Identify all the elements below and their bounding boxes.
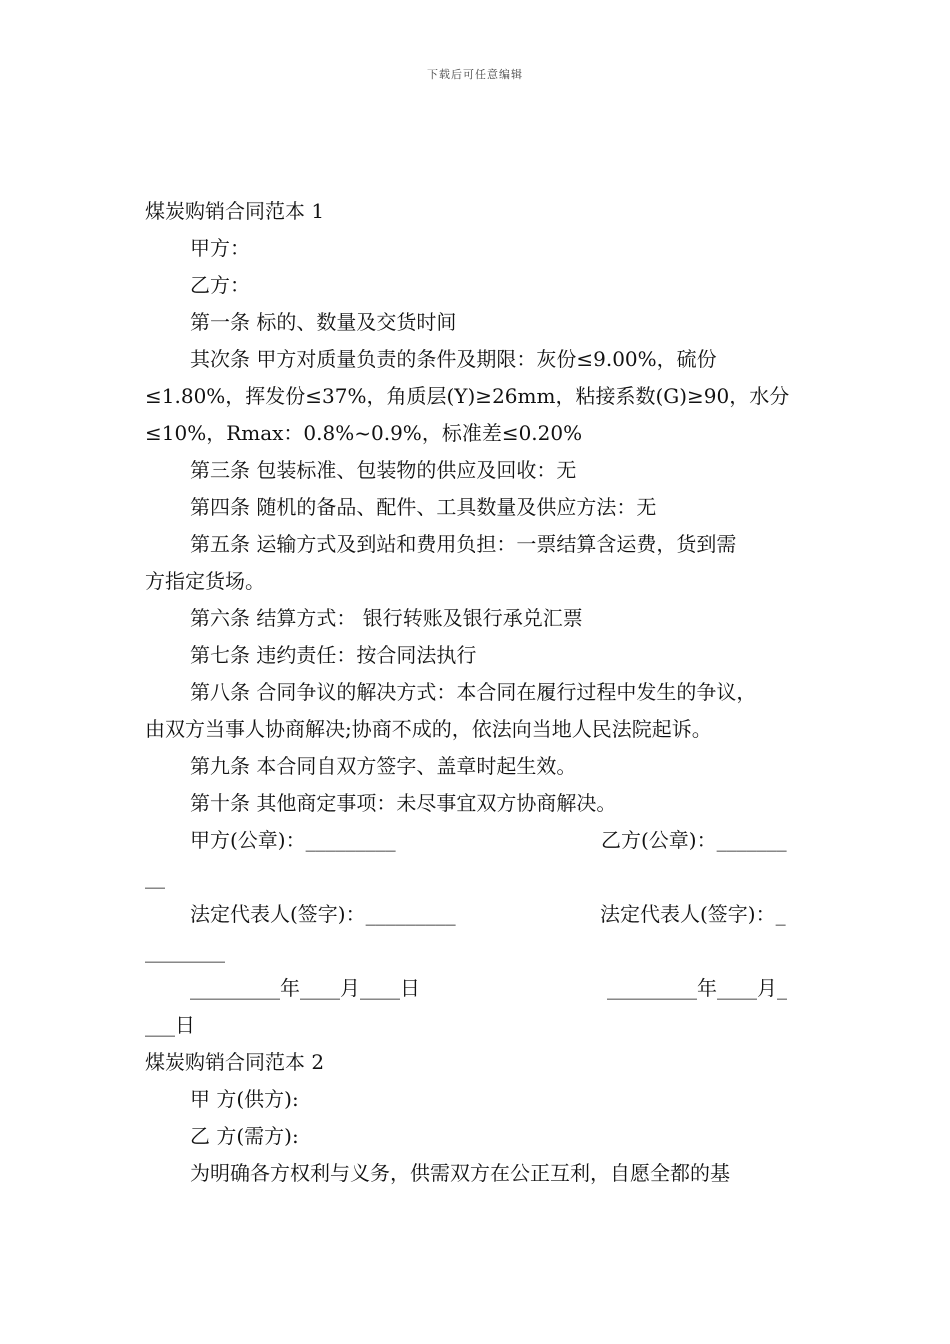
- party-b-seal-field-continued: __: [145, 865, 165, 889]
- party-b-representative-field: 法定代表人(签字)：_: [600, 902, 786, 926]
- seal-row: [145, 822, 810, 859]
- document-body: [145, 193, 810, 1192]
- article-5-line-1: 第五条 运输方式及到站和费用负担：一票结算含运费，货到需: [190, 532, 737, 556]
- article-9: 第九条 本合同自双方签字、盖章时起生效。: [190, 754, 577, 778]
- party-a-seal-field: 甲方(公章)：_________: [190, 828, 396, 852]
- party-b-seal-field: 乙方(公章)：_______: [601, 828, 787, 852]
- party-b-date-field-continued: ___日: [145, 1013, 195, 1037]
- article-5-line-2: 方指定货场。: [145, 569, 265, 593]
- article-2-line-3: ≤10%，Rmax：0.8%~0.9%，标准差≤0.20%: [145, 421, 583, 445]
- party-a-date-field: _________年____月____日: [190, 976, 420, 1000]
- date-row: [145, 970, 810, 1007]
- contract-2-intro: 为明确各方权利与义务，供需双方在公正互利，自愿全都的基: [190, 1161, 730, 1185]
- article-2-line-2: ≤1.80%，挥发份≤37%，角质层(Y)≥26mm，粘接系数(G)≥90，水分: [145, 384, 790, 408]
- contract-1-title: 煤炭购销合同范本 1: [145, 199, 325, 223]
- supplier-party-label: 甲 方(供方):: [190, 1087, 299, 1111]
- representative-row: [145, 896, 810, 933]
- article-4: 第四条 随机的备品、配件、工具数量及供应方法：无: [190, 495, 657, 519]
- article-8-line-2: 由双方当事人协商解决;协商不成的，依法向当地人民法院起诉。: [145, 717, 712, 741]
- article-1: 第一条 标的、数量及交货时间: [190, 310, 457, 334]
- buyer-party-label: 乙 方(需方):: [190, 1124, 299, 1148]
- party-a-label: 甲方：: [190, 236, 250, 260]
- party-b-label: 乙方：: [190, 273, 250, 297]
- article-2-line-1: 其次条 甲方对质量负责的条件及期限：灰份≤9.00%，硫份: [190, 347, 717, 371]
- article-10: 第十条 其他商定事项：未尽事宜双方协商解决。: [190, 791, 617, 815]
- article-8-line-1: 第八条 合同争议的解决方式：本合同在履行过程中发生的争议，: [190, 680, 757, 704]
- article-7: 第七条 违约责任：按合同法执行: [190, 643, 477, 667]
- party-a-representative-field: 法定代表人(签字)：_________: [190, 902, 456, 926]
- party-b-representative-field-continued: ________: [145, 939, 225, 963]
- party-b-date-field: _________年____月_: [607, 976, 787, 1000]
- article-3: 第三条 包装标准、包装物的供应及回收：无: [190, 458, 577, 482]
- page-header-note: 下载后可任意编辑: [427, 68, 523, 81]
- article-6: 第六条 结算方式： 银行转账及银行承兑汇票: [190, 606, 583, 630]
- contract-2-title: 煤炭购销合同范本 2: [145, 1050, 325, 1074]
